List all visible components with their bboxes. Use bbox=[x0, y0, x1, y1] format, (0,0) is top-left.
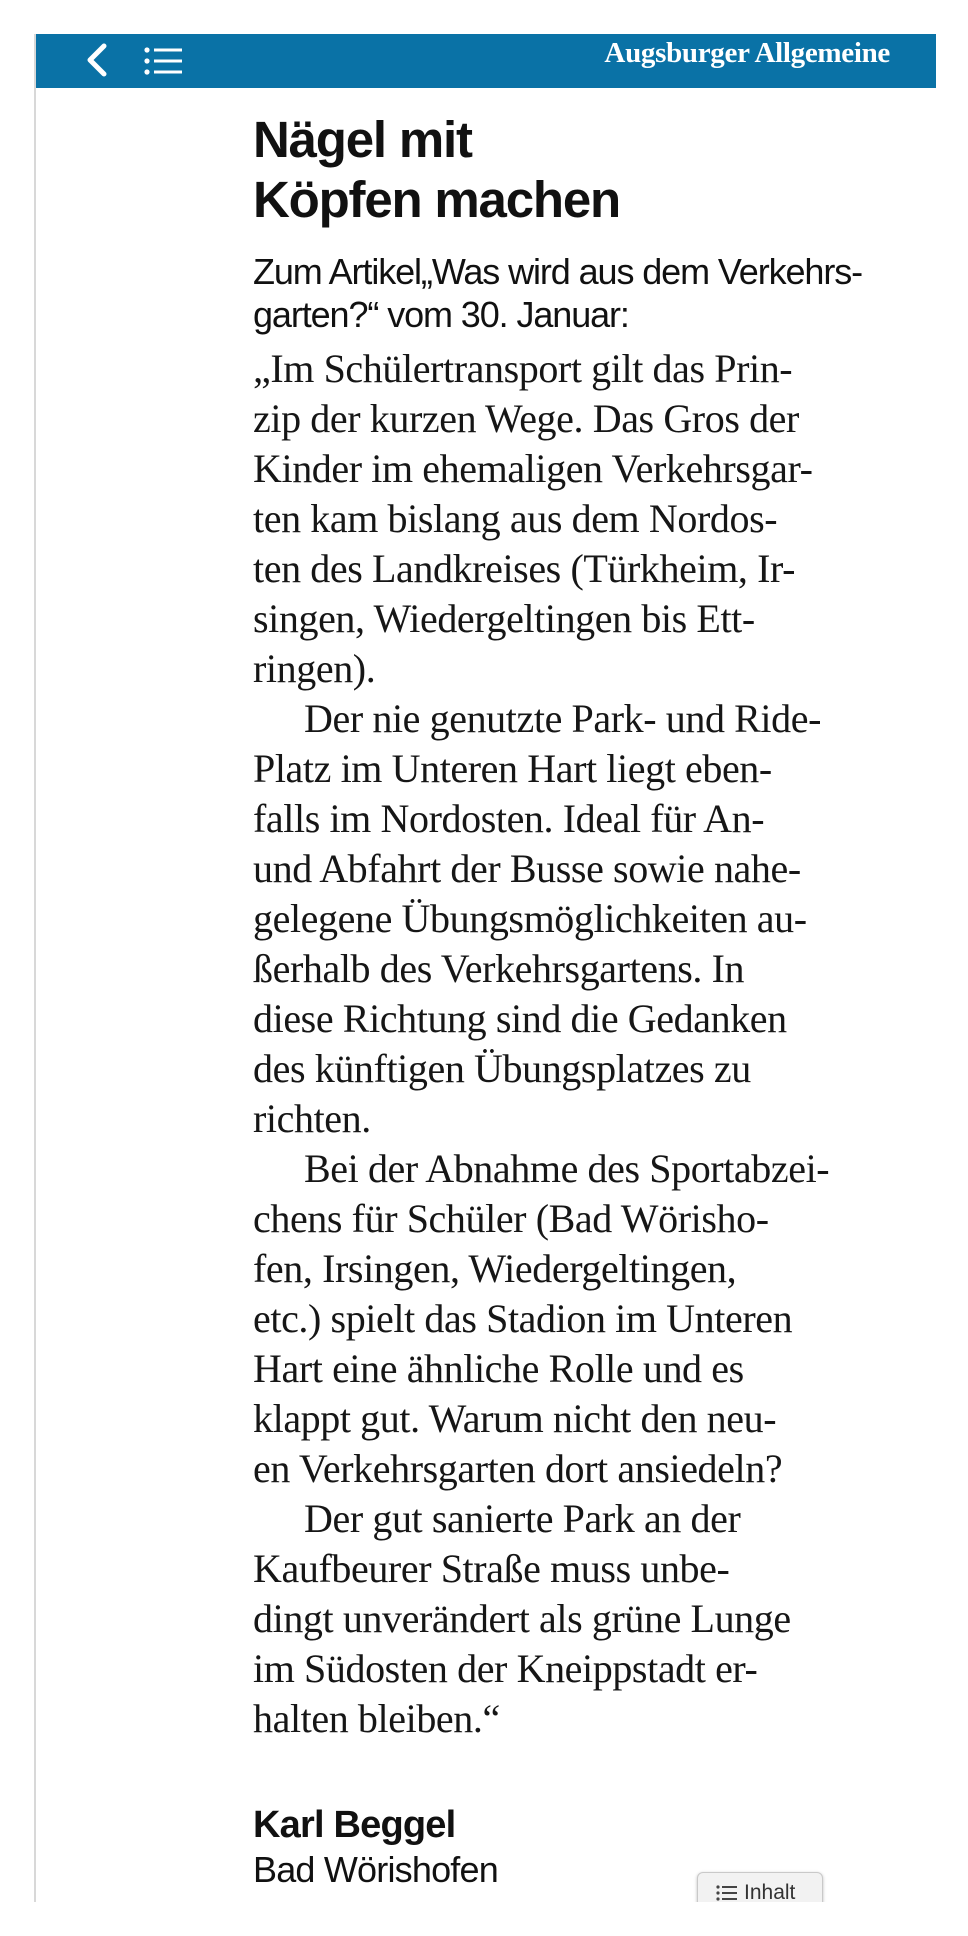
chevron-left-icon bbox=[78, 40, 118, 80]
headline-line: Köpfen machen bbox=[253, 171, 620, 228]
body-line: Kinder im ehemaligen Verkehrsgar- bbox=[253, 446, 813, 491]
reference-line: garten?“ vom 30. Januar: bbox=[253, 294, 629, 335]
body-line: Platz im Unteren Hart liegt eben- bbox=[253, 746, 772, 791]
body-line: fen, Irsingen, Wiedergeltingen, bbox=[253, 1246, 737, 1291]
body-line: Bei der Abnahme des Sportabzei- bbox=[304, 1146, 830, 1191]
body-line: und Abfahrt der Busse sowie nahe- bbox=[253, 846, 801, 891]
article-headline bbox=[253, 110, 893, 230]
list-icon bbox=[716, 1885, 738, 1901]
list-icon bbox=[142, 42, 186, 80]
body-line: halten bleiben.“ bbox=[253, 1696, 500, 1741]
body-line: ten des Landkreises (Türkheim, Ir- bbox=[253, 546, 796, 591]
body-line: chens für Schüler (Bad Wörisho- bbox=[253, 1196, 769, 1241]
inhalt-button[interactable] bbox=[697, 1872, 823, 1902]
back-button[interactable] bbox=[78, 40, 118, 80]
author-place: Bad Wörishofen bbox=[253, 1849, 498, 1890]
author-name: Karl Beggel bbox=[253, 1804, 456, 1846]
body-line: ten kam bislang aus dem Nordos- bbox=[253, 496, 778, 541]
body-line: etc.) spielt das Stadion im Unteren bbox=[253, 1296, 793, 1341]
body-line: ßerhalb des Verkehrsgartens. In bbox=[253, 946, 745, 991]
body-line: klappt gut. Warum nicht den neu- bbox=[253, 1396, 777, 1441]
body-line: Kaufbeurer Straße muss unbe- bbox=[253, 1546, 730, 1591]
reader-frame bbox=[34, 34, 936, 1902]
body-line: richten. bbox=[253, 1096, 371, 1141]
body-line: Hart eine ähnliche Rolle und es bbox=[253, 1346, 744, 1391]
inhalt-label: Inhalt bbox=[744, 1881, 796, 1902]
article-reference bbox=[253, 250, 893, 336]
body-line: en Verkehrsgarten dort ansiedeln? bbox=[253, 1446, 783, 1491]
body-line: des künftigen Übungsplatzes zu bbox=[253, 1046, 751, 1091]
body-line: ringen). bbox=[253, 646, 376, 691]
body-line: dingt unverändert als grüne Lunge bbox=[253, 1596, 791, 1641]
body-line: falls im Nordosten. Ideal für An- bbox=[253, 796, 765, 841]
letter-body bbox=[253, 344, 893, 1744]
toc-button[interactable] bbox=[142, 42, 186, 80]
body-line: „Im Schülertransport gilt das Prin- bbox=[253, 346, 793, 391]
body-line: zip der kurzen Wege. Das Gros der bbox=[253, 396, 799, 441]
headline-line: Nägel mit bbox=[253, 111, 472, 168]
body-line: diese Richtung sind die Gedanken bbox=[253, 996, 787, 1041]
brand-logo: Augsburger Allgemeine bbox=[604, 37, 890, 69]
body-line: im Südosten der Kneippstadt er- bbox=[253, 1646, 758, 1691]
body-line: gelegene Übungsmöglichkeiten au- bbox=[253, 896, 807, 941]
top-bar bbox=[36, 34, 936, 88]
body-line: singen, Wiedergeltingen bis Ett- bbox=[253, 596, 755, 641]
article bbox=[253, 110, 893, 1892]
reference-line: Zum Artikel„Was wird aus dem Verkehrs- bbox=[253, 251, 863, 292]
body-line: Der gut sanierte Park an der bbox=[304, 1496, 741, 1541]
body-line: Der nie genutzte Park- und Ride- bbox=[304, 696, 822, 741]
